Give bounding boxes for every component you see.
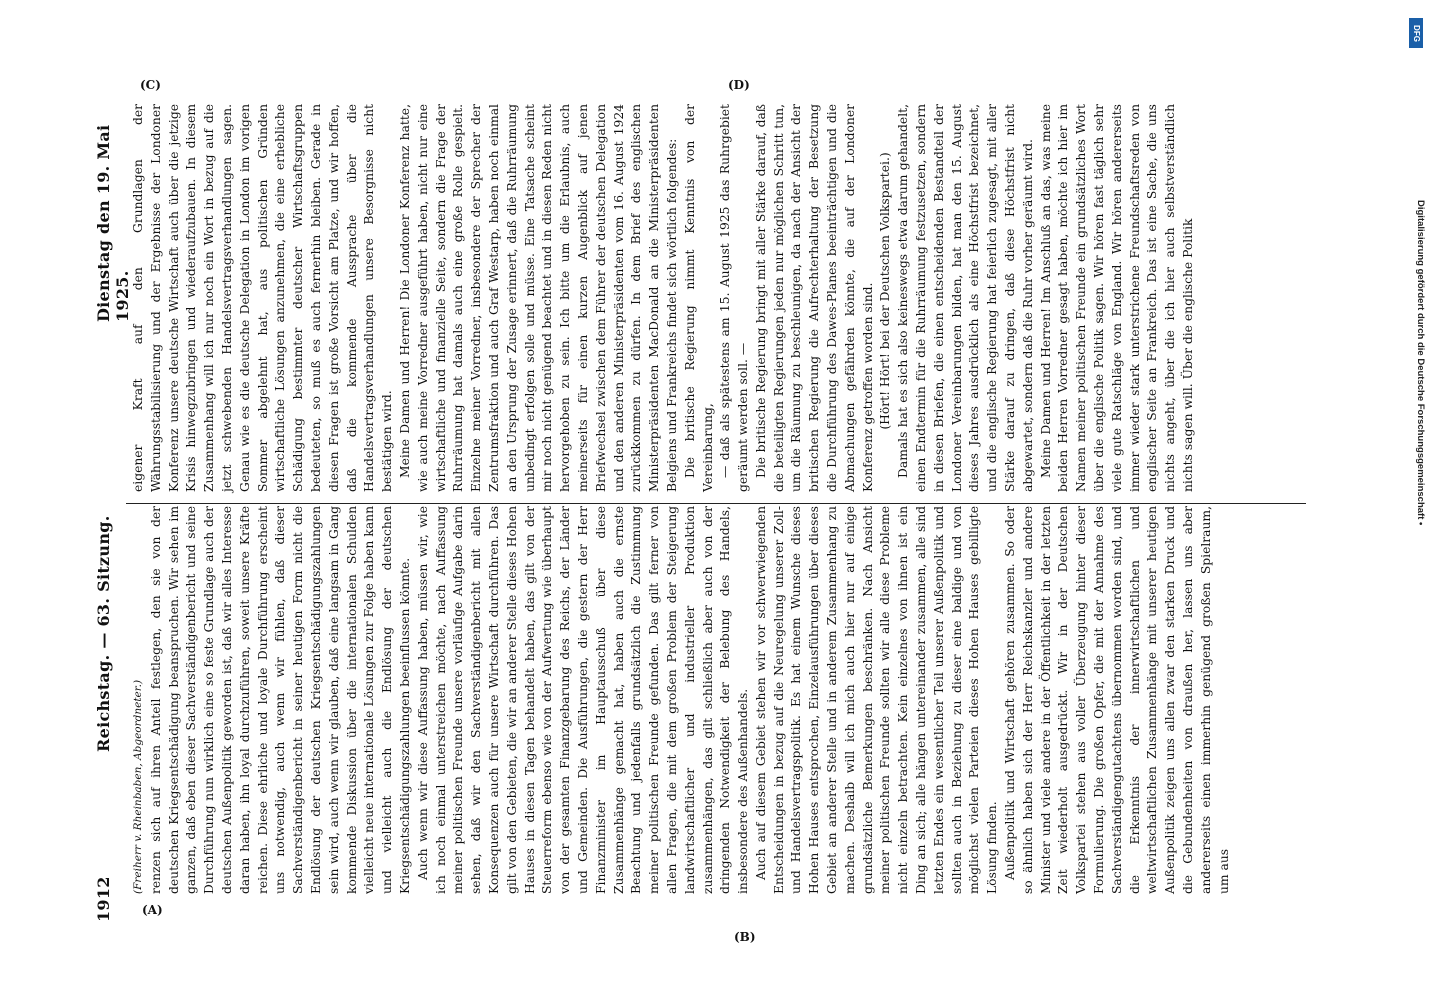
paragraph: eigener Kraft auf den Grundlagen der Währungsstabilisierung und der Ergebnisse der Londoner Konferenz unsere deutsche Wirtschaft auch über die jetzige Krisis hinwegzubringen und wiederaufzubauen. In diesem Zusammenhang will ich nur noch ein Wort in bezug auf die jetzt schwebenden Handelsvertragsverhandlungen sagen. Genau wie es die deutsche Delegation in London im vorigen Sommer abgelehnt hat, aus politischen Gründen wirtschaftliche Lösungen anzunehmen, die eine erhebliche Schädigung bestimmter deutscher Wirtschaftsgruppen bedeuteten, so muß es auch fernerhin bleiben. Gerade in diesen Fragen ist große Vorsicht am Platze, und wir hoffen, daß die kommende Aussprache über die Handelsvertragsverhandlungen unsere Besorgnisse nicht bestätigen wird. [131, 104, 395, 492]
column-divider [126, 503, 1306, 504]
margin-marker-b: (B) [734, 930, 756, 944]
paragraph: Damals hat es sich also keineswegs etwa darum gehandelt, einen Endtermin für die Ruhrräumung festzusetzen, sondern in diesen Briefen, die einen entscheidenden Bestandteil der Londoner Vereinbarungen bilden, hat man den 15. August dieses Jahres ausdrücklich als eine Höchstfrist bezeichnet, und die englische Regierung hat feierlich zugesagt, mit aller Stärke darauf zu dringen, daß diese Höchstfrist nicht abgewartet, sondern daß die Ruhr vorher geräumt wird. [896, 104, 1035, 492]
interjection: (Hört! Hört! bei der Deutschen Volkspartei.) [878, 152, 893, 430]
quote-paragraph: — daß als spätestens am 15. August 1925 das Ruhrgebiet geräumt werden soll. — [718, 104, 751, 492]
paragraph: Auch wenn wir diese Auffassung haben, müssen wir, wie ich noch einmal unterstreichen möchte, nach Auffassung meiner politischen Freunde unsere vorläufige Aufgabe darin sehen, daß wir den Sachverständigenbericht mit allen Konsequenzen auch für unsere Wirtschaft durchführen. Das gilt von den Gebieten, die wir an anderer Stelle dieses Hohen Hauses in diesen Tagen behandelt haben, das gilt von der Steuerreform ebenso wie von der Aufwertung wie überhaupt von der gesamten Finanzgebarung des Reichs, der Länder und Gemeinden. Die Ausführungen, die gestern der Herr Finanzminister im Hauptausschuß über diese Zusammenhänge gemacht hat, haben auch die ernste Beachtung und jedenfalls grundsätzlich die Zustimmung meiner politischen Freunde gefunden. Das gilt ferner von allen Fragen, die mit dem großen Problem der Steigerung landwirtschaftlicher und industrieller Produktion zusammenhängen, das gilt schließlich aber auch von der dringenden Notwendigkeit der Belebung des Handels, insbesondere des Außenhandels. [415, 506, 751, 894]
left-column [130, 506, 1233, 894]
margin-marker-c: (C) [140, 78, 161, 92]
publication-title: Reichstag. — 63. Sitzung. [94, 515, 113, 752]
margin-marker-a: (A) [142, 903, 163, 917]
quote-paragraph: Die britische Regierung nimmt Kenntnis von der Vereinbarung, [682, 104, 715, 492]
quote-paragraph: Die britische Regierung bringt mit aller Stärke darauf, daß die beteiligten Regierungen jeden nur möglichen Schritt tun, um die Räumung zu beschleunigen, da nach der Ansicht der britischen Regierung die Aufrechterhaltung der Besetzung die Durchführung des Dawes-Planes beeinträchtigen und die Abmachungen gefährden könnte, die auf der Londoner Konferenz getroffen worden sind. [753, 104, 875, 492]
rotated-page [90, 82, 1320, 922]
paragraph: renzen sich auf ihren Anteil festlegen, den sie von der deutschen Kriegsentschädigung beanspruchen. Wir sehen im ganzen, daß eben dieser Sachverständigenbericht und seine Durchführung nun wirklich eine so feste Grundlage auch der deutschen Außenpolitik geworden ist, daß wir alles Interesse daran haben, ihn loyal durchzuführen, soweit unsere Kräfte reichen. Diese ehrliche und loyale Durchführung erscheint uns notwendig, auch wenn wir fühlen, daß dieser Sachverständigenbericht in seiner heutigen Form nicht die Endlösung der deutschen Kriegsentschädigungszahlungen sein wird, auch wenn wir glauben, daß eine langsam in Gang kommende Diskussion über die internationalen Schulden vielleicht neue internationale Lösungen zur Folge haben kann und vielleicht auch die Endlösung der deutschen Kriegsentschädigungszahlungen beeinflussen könnte. [148, 506, 412, 894]
paragraph: Meine Damen und Herren! Die Londoner Konferenz hatte, wie auch meine Vorredner ausgeführt haben, nicht nur eine wirtschaftliche und finanzielle Seite, sondern die Frage der Ruhrräumung hat damals auch eine große Rolle gespielt. Einzelne meiner Vorredner, insbesondere der Sprecher der Zentrumsfraktion und auch Graf Westarp, haben noch einmal an den Ursprung der Zusage erinnert, daß die Ruhrräumung unbedingt erfolgen solle und müsse. Eine Tatsache scheint mir noch nicht genügend beachtet und in diesen Reden nicht hervorgehoben zu sein. Ich bitte um die Erlaubnis, auch meinerseits für einen kurzen Augenblick auf jenen Briefwechsel zwischen dem Führer der deutschen Delegation und den anderen Ministerpräsidenten vom 16. August 1924 zurückkommen zu dürfen. In dem Brief des englischen Ministerpräsidenten MacDonald an die Ministerpräsidenten Belgiens und Frankreichs findet sich wörtlich folgendes: [397, 104, 679, 492]
paragraph: Auch auf diesem Gebiet stehen wir vor schwerwiegenden Entscheidungen in bezug auf die Neuregelung unserer Zoll- und Handelsvertragspolitik. Es hat einem Wunsche dieses Hohen Hauses entsprochen, Einzelausführungen über dieses Gebiet an anderer Stelle und in anderem Zusammenhang zu machen. Deshalb will ich mich auch hier nur auf einige grundsätzliche Bemerkungen beschränken. Nach Ansicht meiner politischen Freunde sollten wir alle diese Probleme nicht einzeln betrachten. Kein einzelnes von ihnen ist ein Ding an sich; alle hängen untereinander zusammen, alle sind letzten Endes ein wesentlicher Teil unserer Außenpolitik und sollten auch in Beziehung zu dieser eine baldige und von möglichst vielen Parteien dieses Hohen Hauses gebilligte Lösung finden. [753, 506, 1000, 894]
dfg-logo: DFG [1409, 18, 1423, 48]
paragraph: Meine Damen und Herren! Im Anschluß an das, was meine beiden Herren Vorredner gesagt haben, möchte ich hier im Namen meiner politischen Freunde ein grundsätzliches Wort über die englische Politik sagen. Wir hören fast täglich sehr viele gute Ratschläge von England. Wir hören andererseits immer wieder stark unterstrichene Freundschaftsreden von englischer Seite an Frankreich. Das ist eine Sache, die uns nichts angeht, über die ich hier auch selbstverständlich nichts sagen will. Über die englische Politik [1038, 104, 1196, 492]
digitization-sidebar [1408, 10, 1426, 990]
session-date: Dienstag den 19. Mai 1925. [94, 124, 132, 322]
right-column [130, 104, 1198, 492]
paragraph: Außenpolitik und Wirtschaft gehören zusammen. So oder so ähnlich haben sich der Herr Reichskanzler und andere Minister und viele andere in der Öffentlichkeit in der letzten Zeit wiederholt ausgedrückt. Wir in der Deutschen Volkspartei stehen aus voller Überzeugung hinter dieser Formulierung. Die großen Opfer, die mit der Annahme des Sachverständigengutachtens übernommen worden sind, und die Erkenntnis der innerwirtschaftlichen und weltwirtschaftlichen Zusammenhänge mit unserer heutigen Außenpolitik zeigen uns allen zwar den starken Druck und die Gebundenheiten von draußen her, lassen uns aber andererseits einen immerhin genügend großen Spielraum, um aus [1003, 506, 1231, 894]
margin-marker-d: (D) [728, 78, 750, 92]
page-header [90, 82, 132, 922]
page-number: 1912 [94, 876, 113, 922]
speaker-note: (Freiherr v. Rheinbaben, Abgeordneter.) [132, 679, 144, 894]
digitization-credit: Digitalisierung gefördert durch die Deutsche Forschungsgemeinschaft • [1415, 200, 1426, 526]
